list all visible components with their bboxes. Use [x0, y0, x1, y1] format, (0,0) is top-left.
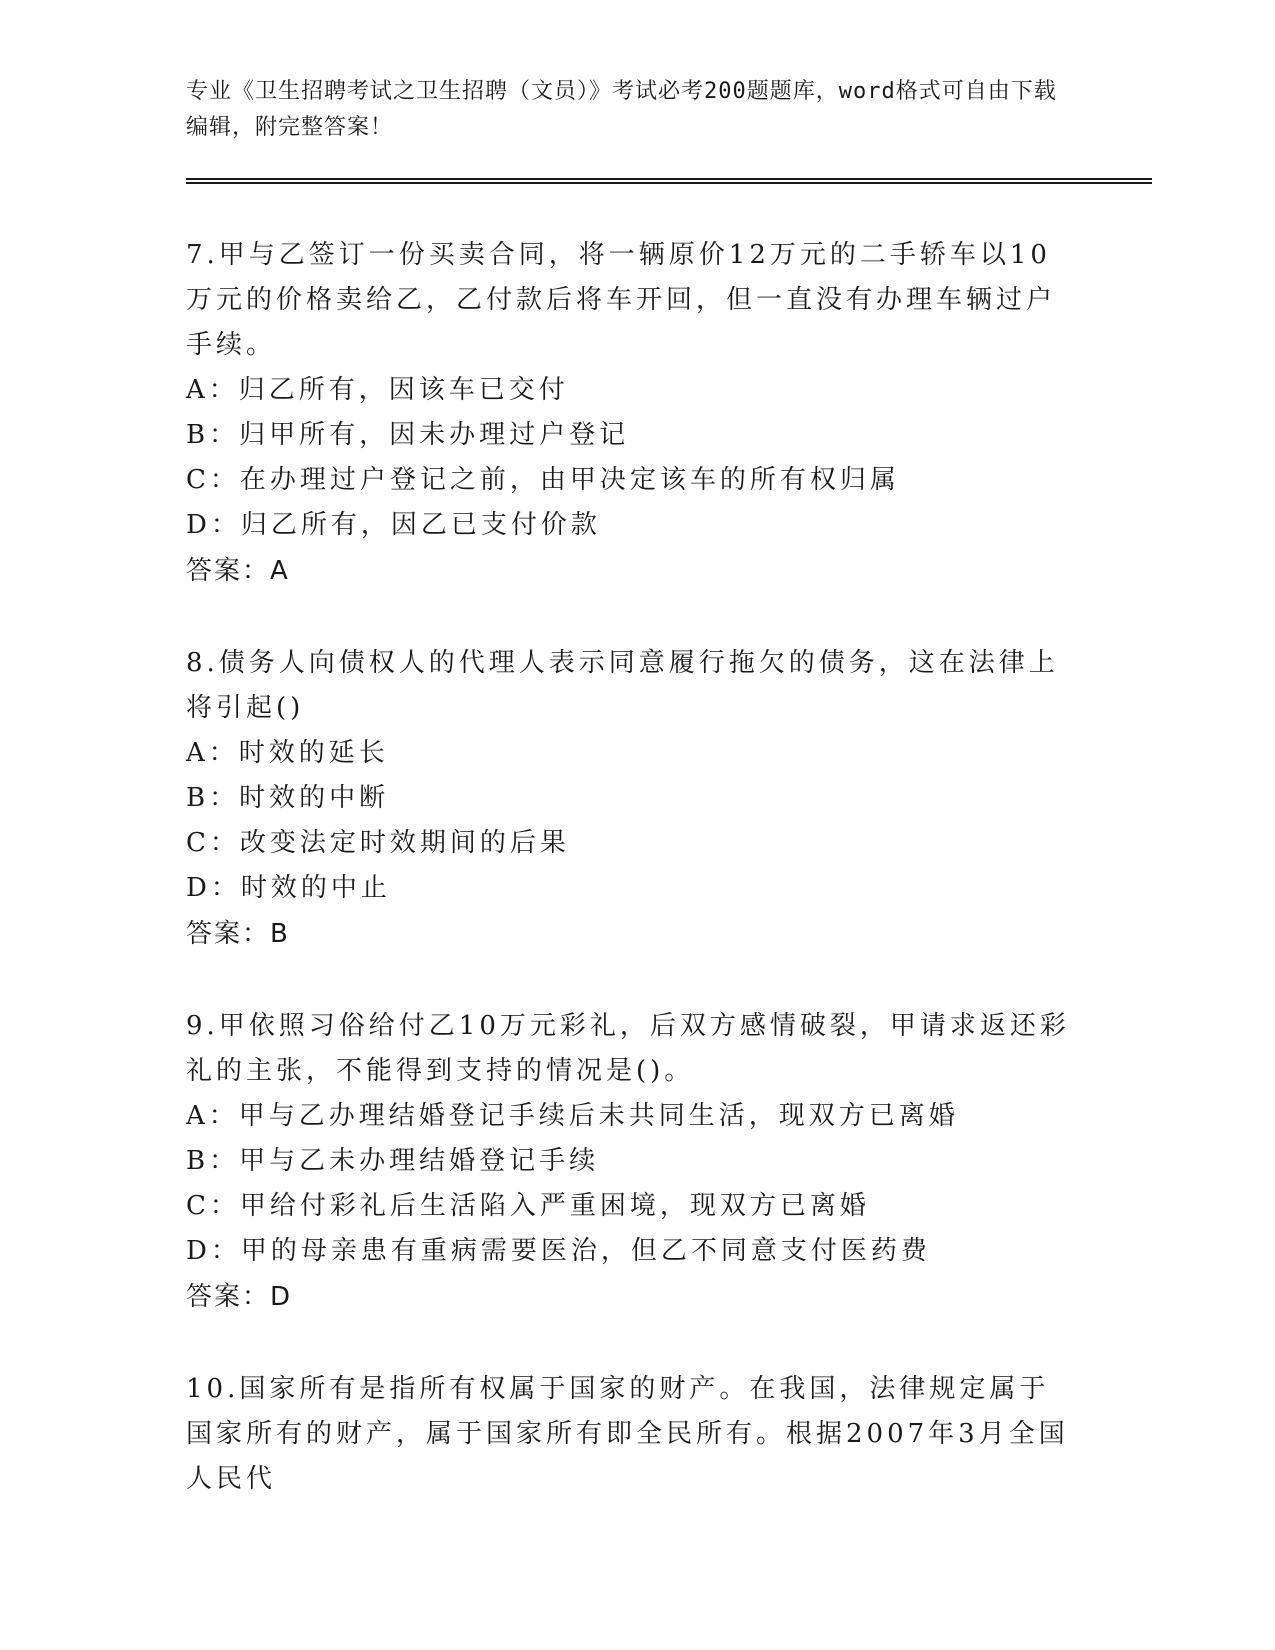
question-stem: 9.甲依照习俗给付乙10万元彩礼，后双方感情破裂，甲请求返还彩礼的主张，不能得到支持的情况是()。 [186, 1011, 1070, 1086]
option-b: B：时效的中断 [186, 783, 390, 813]
question-item [186, 233, 1076, 594]
option-d: D：时效的中止 [186, 873, 391, 903]
question-item [186, 1004, 1076, 1320]
question-list [186, 233, 1076, 1549]
option-c: C：改变法定时效期间的后果 [186, 828, 570, 858]
question-item [186, 1367, 1076, 1502]
question-stem: 8.债务人向债权人的代理人表示同意履行拖欠的债务，这在法律上将引起() [186, 648, 1059, 723]
answer-line: 答案：A [186, 556, 290, 586]
option-c: C：在办理过户登记之前，由甲决定该车的所有权归属 [186, 465, 900, 495]
option-a: A：时效的延长 [186, 738, 389, 768]
question-item [186, 641, 1076, 957]
answer-line: 答案：B [186, 919, 290, 949]
option-d: D：甲的母亲患有重病需要医治，但乙不同意支付医药费 [186, 1236, 931, 1266]
option-b: B：甲与乙未办理结婚登记手续 [186, 1146, 600, 1176]
document-header: 专业《卫生招聘考试之卫生招聘（文员）》考试必考200题题库，word格式可自由下载编辑，附完整答案！ [186, 79, 1057, 140]
option-d: D：归乙所有，因乙已支付价款 [186, 510, 601, 540]
option-c: C：甲给付彩礼后生活陷入严重困境，现双方已离婚 [186, 1191, 870, 1221]
question-stem: 7.甲与乙签订一份买卖合同，将一辆原价12万元的二手轿车以10万元的价格卖给乙，乙付款后将车开回，但一直没有办理车辆过户手续。 [186, 240, 1057, 360]
answer-line: 答案：D [186, 1282, 293, 1312]
option-a: A：归乙所有，因该车已交付 [186, 375, 569, 405]
option-a: A：甲与乙办理结婚登记手续后未共同生活，现双方已离婚 [186, 1101, 959, 1131]
question-stem: 10.国家所有是指所有权属于国家的财产。在我国，法律规定属于国家所有的财产，属于国家所有即全民所有。根据2007年3月全国人民代 [186, 1374, 1069, 1494]
option-b: B：归甲所有，因未办理过户登记 [186, 420, 630, 450]
header-divider [186, 178, 1152, 184]
